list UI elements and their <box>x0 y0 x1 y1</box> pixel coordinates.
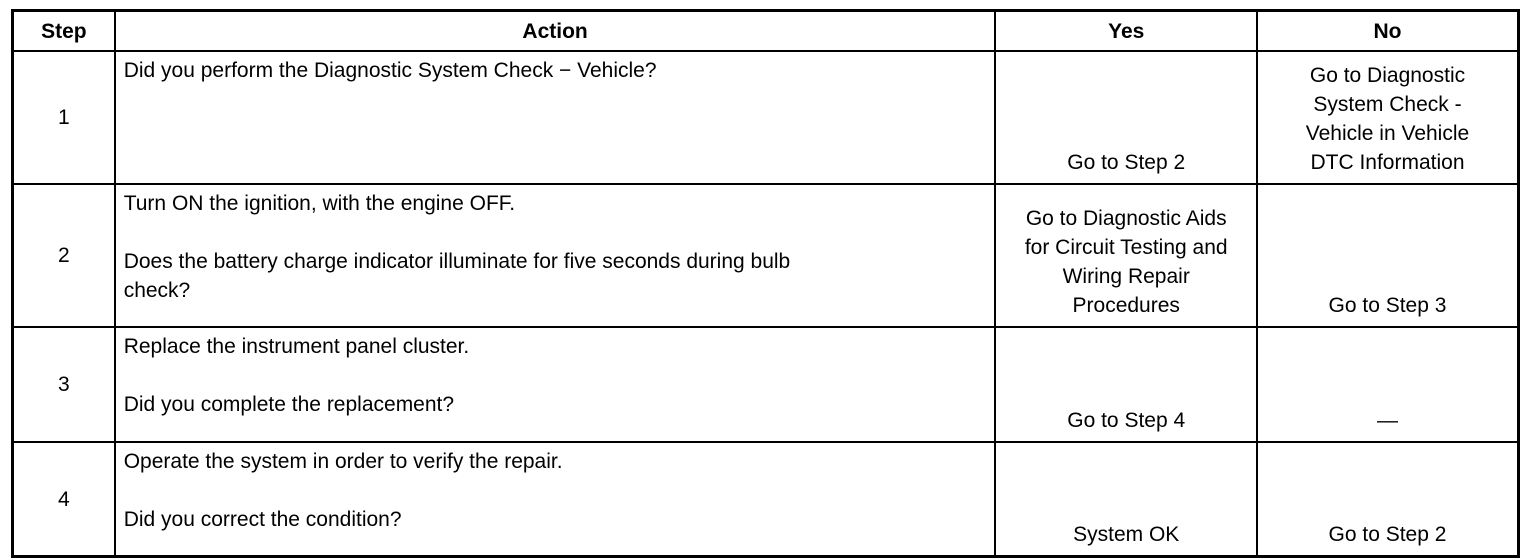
action-text: Operate the system in order to verify the repair. <box>123 450 563 473</box>
diagnostic-table <box>11 9 1520 558</box>
no-text: Go to Step 2 <box>1328 523 1447 546</box>
yes-text: for Circuit Testing and <box>1024 236 1228 259</box>
action-cell <box>115 327 996 442</box>
yes-cell <box>995 327 1257 442</box>
table-row <box>13 442 1519 557</box>
action-text: Turn ON the ignition, with the engine OFF. <box>123 192 516 215</box>
action-text: Did you correct the condition? <box>123 508 402 531</box>
action-cell <box>115 184 996 327</box>
no-text: DTC Information <box>1310 151 1465 174</box>
yes-text: Go to Step 4 <box>1067 409 1186 432</box>
step-number: 4 <box>13 442 115 557</box>
no-text: System Check - <box>1313 93 1462 116</box>
no-cell <box>1257 442 1519 557</box>
yes-cell <box>995 51 1257 184</box>
action-text: Did you perform the Diagnostic System Check − Vehicle? <box>123 59 657 82</box>
yes-text: Procedures <box>1072 294 1180 317</box>
yes-text: Go to Step 2 <box>1067 151 1186 174</box>
table-row <box>13 184 1519 327</box>
action-cell <box>115 51 996 184</box>
no-text: Go to Step 3 <box>1328 294 1447 317</box>
action-text: check? <box>123 279 191 302</box>
table-header-row <box>13 11 1519 52</box>
yes-text: System OK <box>1073 523 1180 546</box>
no-cell <box>1257 184 1519 327</box>
table-row <box>13 51 1519 184</box>
no-text: Vehicle in Vehicle <box>1305 122 1470 145</box>
action-text: Does the battery charge indicator illuminate for five seconds during bulb <box>123 250 791 273</box>
yes-cell <box>995 442 1257 557</box>
action-cell <box>115 442 996 557</box>
step-number: 3 <box>13 327 115 442</box>
header-action: Action <box>115 11 996 52</box>
action-text: Replace the instrument panel cluster. <box>123 335 470 358</box>
no-text: — <box>1376 409 1398 432</box>
yes-text: Wiring Repair <box>1062 265 1190 288</box>
header-yes: Yes <box>995 11 1257 52</box>
table-row <box>13 327 1519 442</box>
no-cell <box>1257 51 1519 184</box>
yes-cell <box>995 184 1257 327</box>
step-number: 1 <box>13 51 115 184</box>
action-text: Did you complete the replacement? <box>123 393 455 416</box>
no-text: Go to Diagnostic <box>1309 64 1466 87</box>
header-no: No <box>1257 11 1519 52</box>
yes-text: Go to Diagnostic Aids <box>1025 207 1227 230</box>
no-cell <box>1257 327 1519 442</box>
header-step: Step <box>13 11 115 52</box>
step-number: 2 <box>13 184 115 327</box>
